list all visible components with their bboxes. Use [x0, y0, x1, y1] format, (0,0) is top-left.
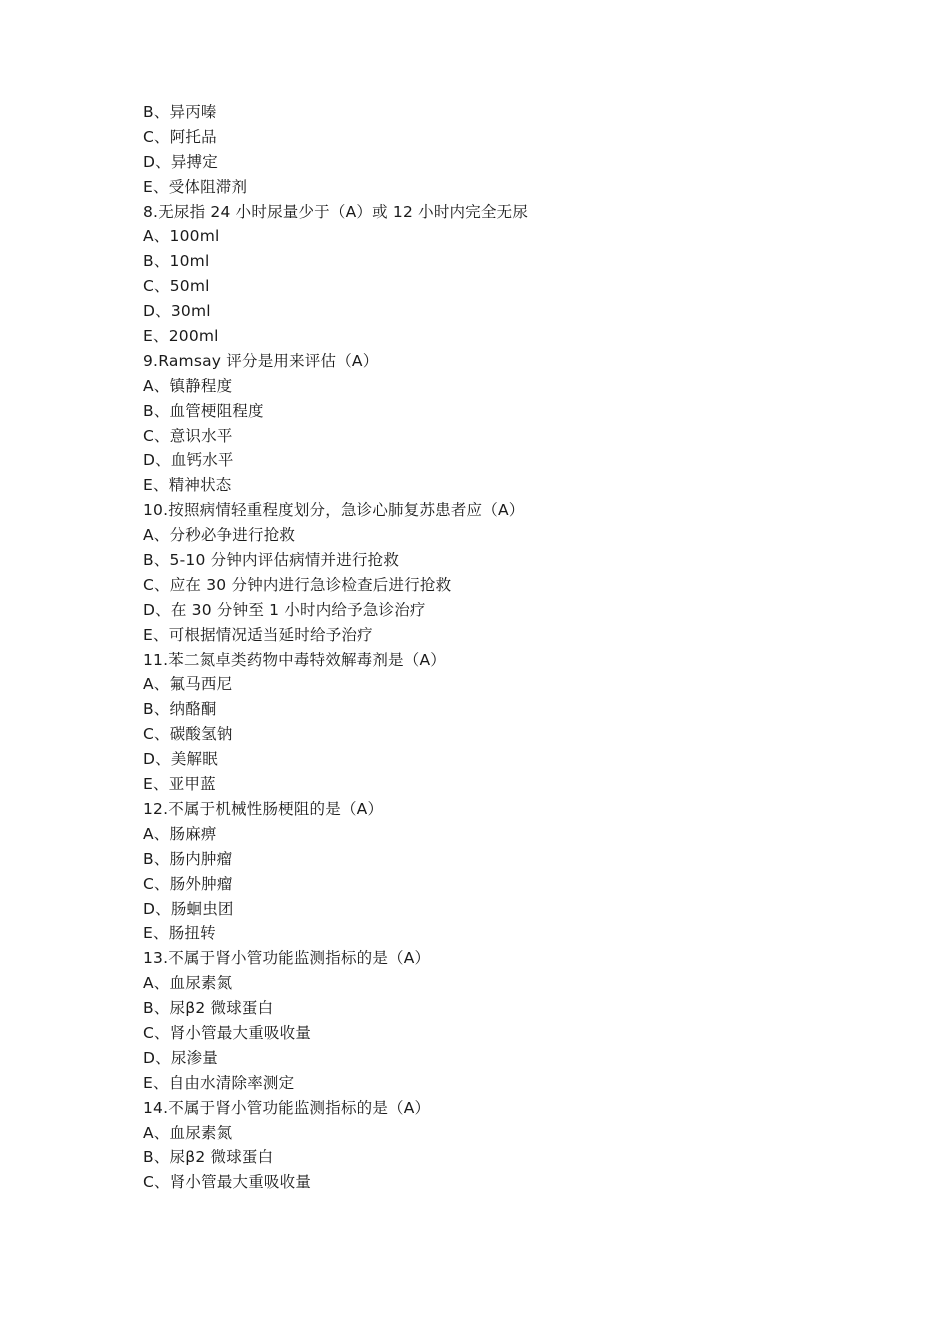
text-line: D、在 30 分钟至 1 小时内给予急诊治疗	[143, 600, 426, 619]
text-line: A、血尿素氮	[143, 974, 233, 993]
question-line: 14.不属于肾小管功能监测指标的是（A）	[143, 1098, 431, 1117]
text-line: A、肠麻痹	[143, 824, 217, 843]
text-line: B、血管梗阻程度	[143, 401, 264, 420]
text-line: A、100ml	[143, 227, 220, 246]
text-line: C、肾小管最大重吸收量	[143, 1023, 312, 1042]
text-line: E、受体阻滞剂	[143, 177, 248, 196]
text-line: A、血尿素氮	[143, 1123, 233, 1142]
text-line: C、意识水平	[143, 426, 233, 445]
question-list	[143, 100, 863, 1195]
question-line: 13.不属于肾小管功能监测指标的是（A）	[143, 949, 431, 968]
text-line: B、尿β2 微球蛋白	[143, 1148, 274, 1167]
text-line: A、氟马西尼	[143, 675, 233, 694]
text-line: B、5-10 分钟内评估病情并进行抢救	[143, 551, 400, 570]
question-line: 8.无尿指 24 小时尿量少于（A）或 12 小时内完全无尿	[143, 202, 529, 221]
text-line: D、美解眠	[143, 750, 218, 769]
text-line: B、肠内肿瘤	[143, 849, 233, 868]
text-line: B、尿β2 微球蛋白	[143, 999, 274, 1018]
text-line: E、200ml	[143, 327, 219, 346]
text-line: C、阿托品	[143, 127, 217, 146]
text-line: D、血钙水平	[143, 451, 234, 470]
text-line: E、亚甲蓝	[143, 775, 216, 794]
text-line: E、可根据情况适当延时给予治疗	[143, 625, 373, 644]
text-line: A、分秒必争进行抢救	[143, 526, 296, 545]
text-line: E、精神状态	[143, 476, 232, 495]
question-line: 10.按照病情轻重程度划分，急诊心肺复苏患者应（A）	[143, 501, 525, 520]
text-line: E、自由水清除率测定	[143, 1073, 295, 1092]
text-line: D、异搏定	[143, 152, 218, 171]
text-line: C、肠外肿瘤	[143, 874, 233, 893]
text-line: A、镇静程度	[143, 376, 233, 395]
text-line: D、尿渗量	[143, 1048, 218, 1067]
text-line: B、10ml	[143, 252, 210, 271]
text-line: C、应在 30 分钟内进行急诊检查后进行抢救	[143, 575, 452, 594]
text-line: C、肾小管最大重吸收量	[143, 1173, 312, 1192]
text-line: C、50ml	[143, 277, 210, 296]
text-line: B、异丙嗪	[143, 103, 217, 121]
text-line: D、肠蛔虫团	[143, 899, 234, 918]
text-line: B、纳酪酮	[143, 700, 217, 719]
text-line: C、碳酸氢钠	[143, 725, 233, 744]
text-line: E、肠扭转	[143, 924, 216, 943]
text-line: D、30ml	[143, 302, 211, 321]
question-line: 11.苯二氮卓类药物中毒特效解毒剂是（A）	[143, 650, 446, 669]
question-line: 9.Ramsay 评分是用来评估（A）	[143, 351, 379, 370]
question-line: 12.不属于机械性肠梗阻的是（A）	[143, 799, 384, 818]
